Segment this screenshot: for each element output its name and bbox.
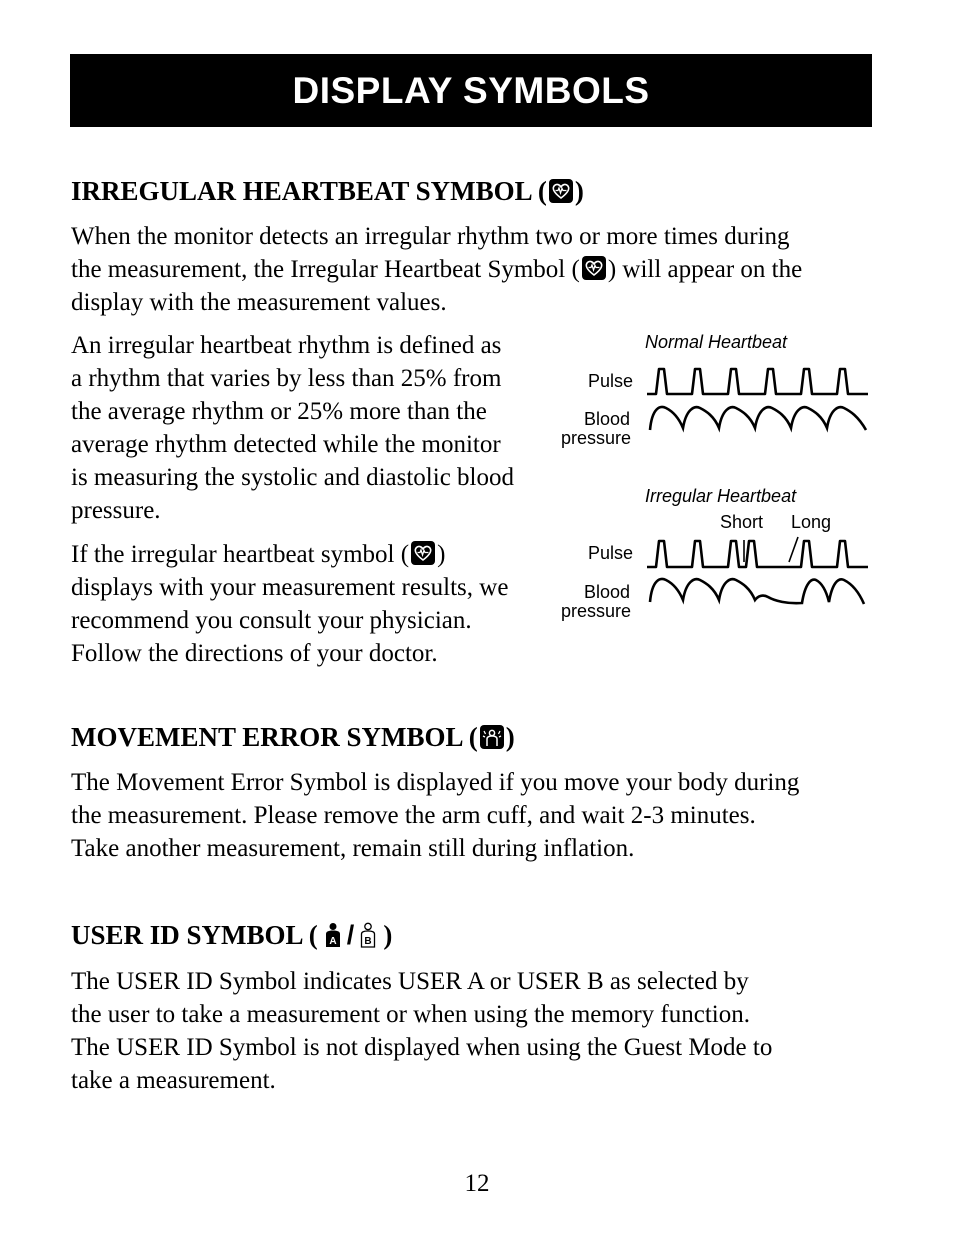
text-line: take a measurement. <box>71 1067 276 1094</box>
text-line: a rhythm that varies by less than 25% from <box>71 365 502 392</box>
pressure-label: pressure <box>561 601 632 621</box>
long-label: Long <box>791 512 832 532</box>
text-line: When the monitor detects an irregular rhythm two or more times during <box>71 223 790 250</box>
blood-label: Blood <box>584 409 631 429</box>
heading-text-close: ) <box>574 176 584 206</box>
normal-heartbeat-title: Normal Heartbeat <box>645 332 788 352</box>
text-fragment: the measurement, the Irregular Heartbeat Symbol ( <box>71 256 580 283</box>
text-line: recommend you consult your physician. <box>71 607 472 634</box>
normal-bp-waveform <box>650 407 866 430</box>
movement-error-heading <box>71 722 515 752</box>
text-line: the user to take a measurement or when using the memory function. <box>71 1001 750 1028</box>
heading-text: USER ID SYMBOL ( <box>71 920 318 950</box>
text-line: The USER ID Symbol is not displayed when using the Guest Mode to <box>71 1034 773 1061</box>
movement-error-icon <box>480 725 504 749</box>
user-b-letter: B <box>364 936 372 947</box>
irregular-heartbeat-title: Irregular Heartbeat <box>645 486 797 506</box>
text-line: pressure. <box>71 497 161 524</box>
irregular-bp-waveform <box>650 579 864 604</box>
text-line: the measurement. Please remove the arm cuff, and wait 2-3 minutes. <box>71 802 756 829</box>
text-line: An irregular heartbeat rhythm is defined as <box>71 332 502 359</box>
text-line: average rhythm detected while the monitor <box>71 431 501 458</box>
pulse-label: Pulse <box>588 543 634 563</box>
text-line: Follow the directions of your doctor. <box>71 640 438 667</box>
text-fragment: ) <box>437 541 446 568</box>
page-title: DISPLAY SYMBOLS <box>292 69 650 111</box>
page-number: 12 <box>464 1170 490 1197</box>
user-id-paragraph <box>71 965 772 1097</box>
heading-text-close: ) <box>383 920 393 950</box>
text-fragment: If the irregular heartbeat symbol ( <box>71 541 410 568</box>
text-line: Take another measurement, remain still during inflation. <box>71 835 635 862</box>
text-line: The USER ID Symbol indicates USER A or USER B as selected by <box>71 968 749 995</box>
heading-text-close: ) <box>505 722 515 752</box>
user-a-letter: A <box>329 936 337 947</box>
pulse-label: Pulse <box>588 371 634 391</box>
user-id-heading <box>71 920 392 950</box>
normal-pulse-waveform <box>647 369 868 394</box>
text-line: The Movement Error Symbol is displayed if you move your body during <box>71 769 800 796</box>
long-indicator-line <box>789 537 798 562</box>
text-fragment: ) will appear on the <box>607 256 803 283</box>
movement-paragraph <box>71 766 799 865</box>
text-line: displays with your measurement results, we <box>71 574 509 601</box>
blood-label: Blood <box>584 582 631 602</box>
heading-text: MOVEMENT ERROR SYMBOL ( <box>71 722 478 752</box>
slash: / <box>346 920 355 950</box>
pressure-label: pressure <box>561 428 632 448</box>
short-label: Short <box>720 512 764 532</box>
user-b-icon <box>359 922 377 948</box>
heading-text: IRREGULAR HEARTBEAT SYMBOL ( <box>71 176 547 206</box>
text-line: is measuring the systolic and diastolic blood <box>71 464 514 491</box>
user-a-icon <box>324 922 342 948</box>
text-line: the average rhythm or 25% more than the <box>71 398 487 425</box>
irregular-pulse-waveform <box>647 541 868 567</box>
text-line: display with the measurement values. <box>71 289 447 316</box>
